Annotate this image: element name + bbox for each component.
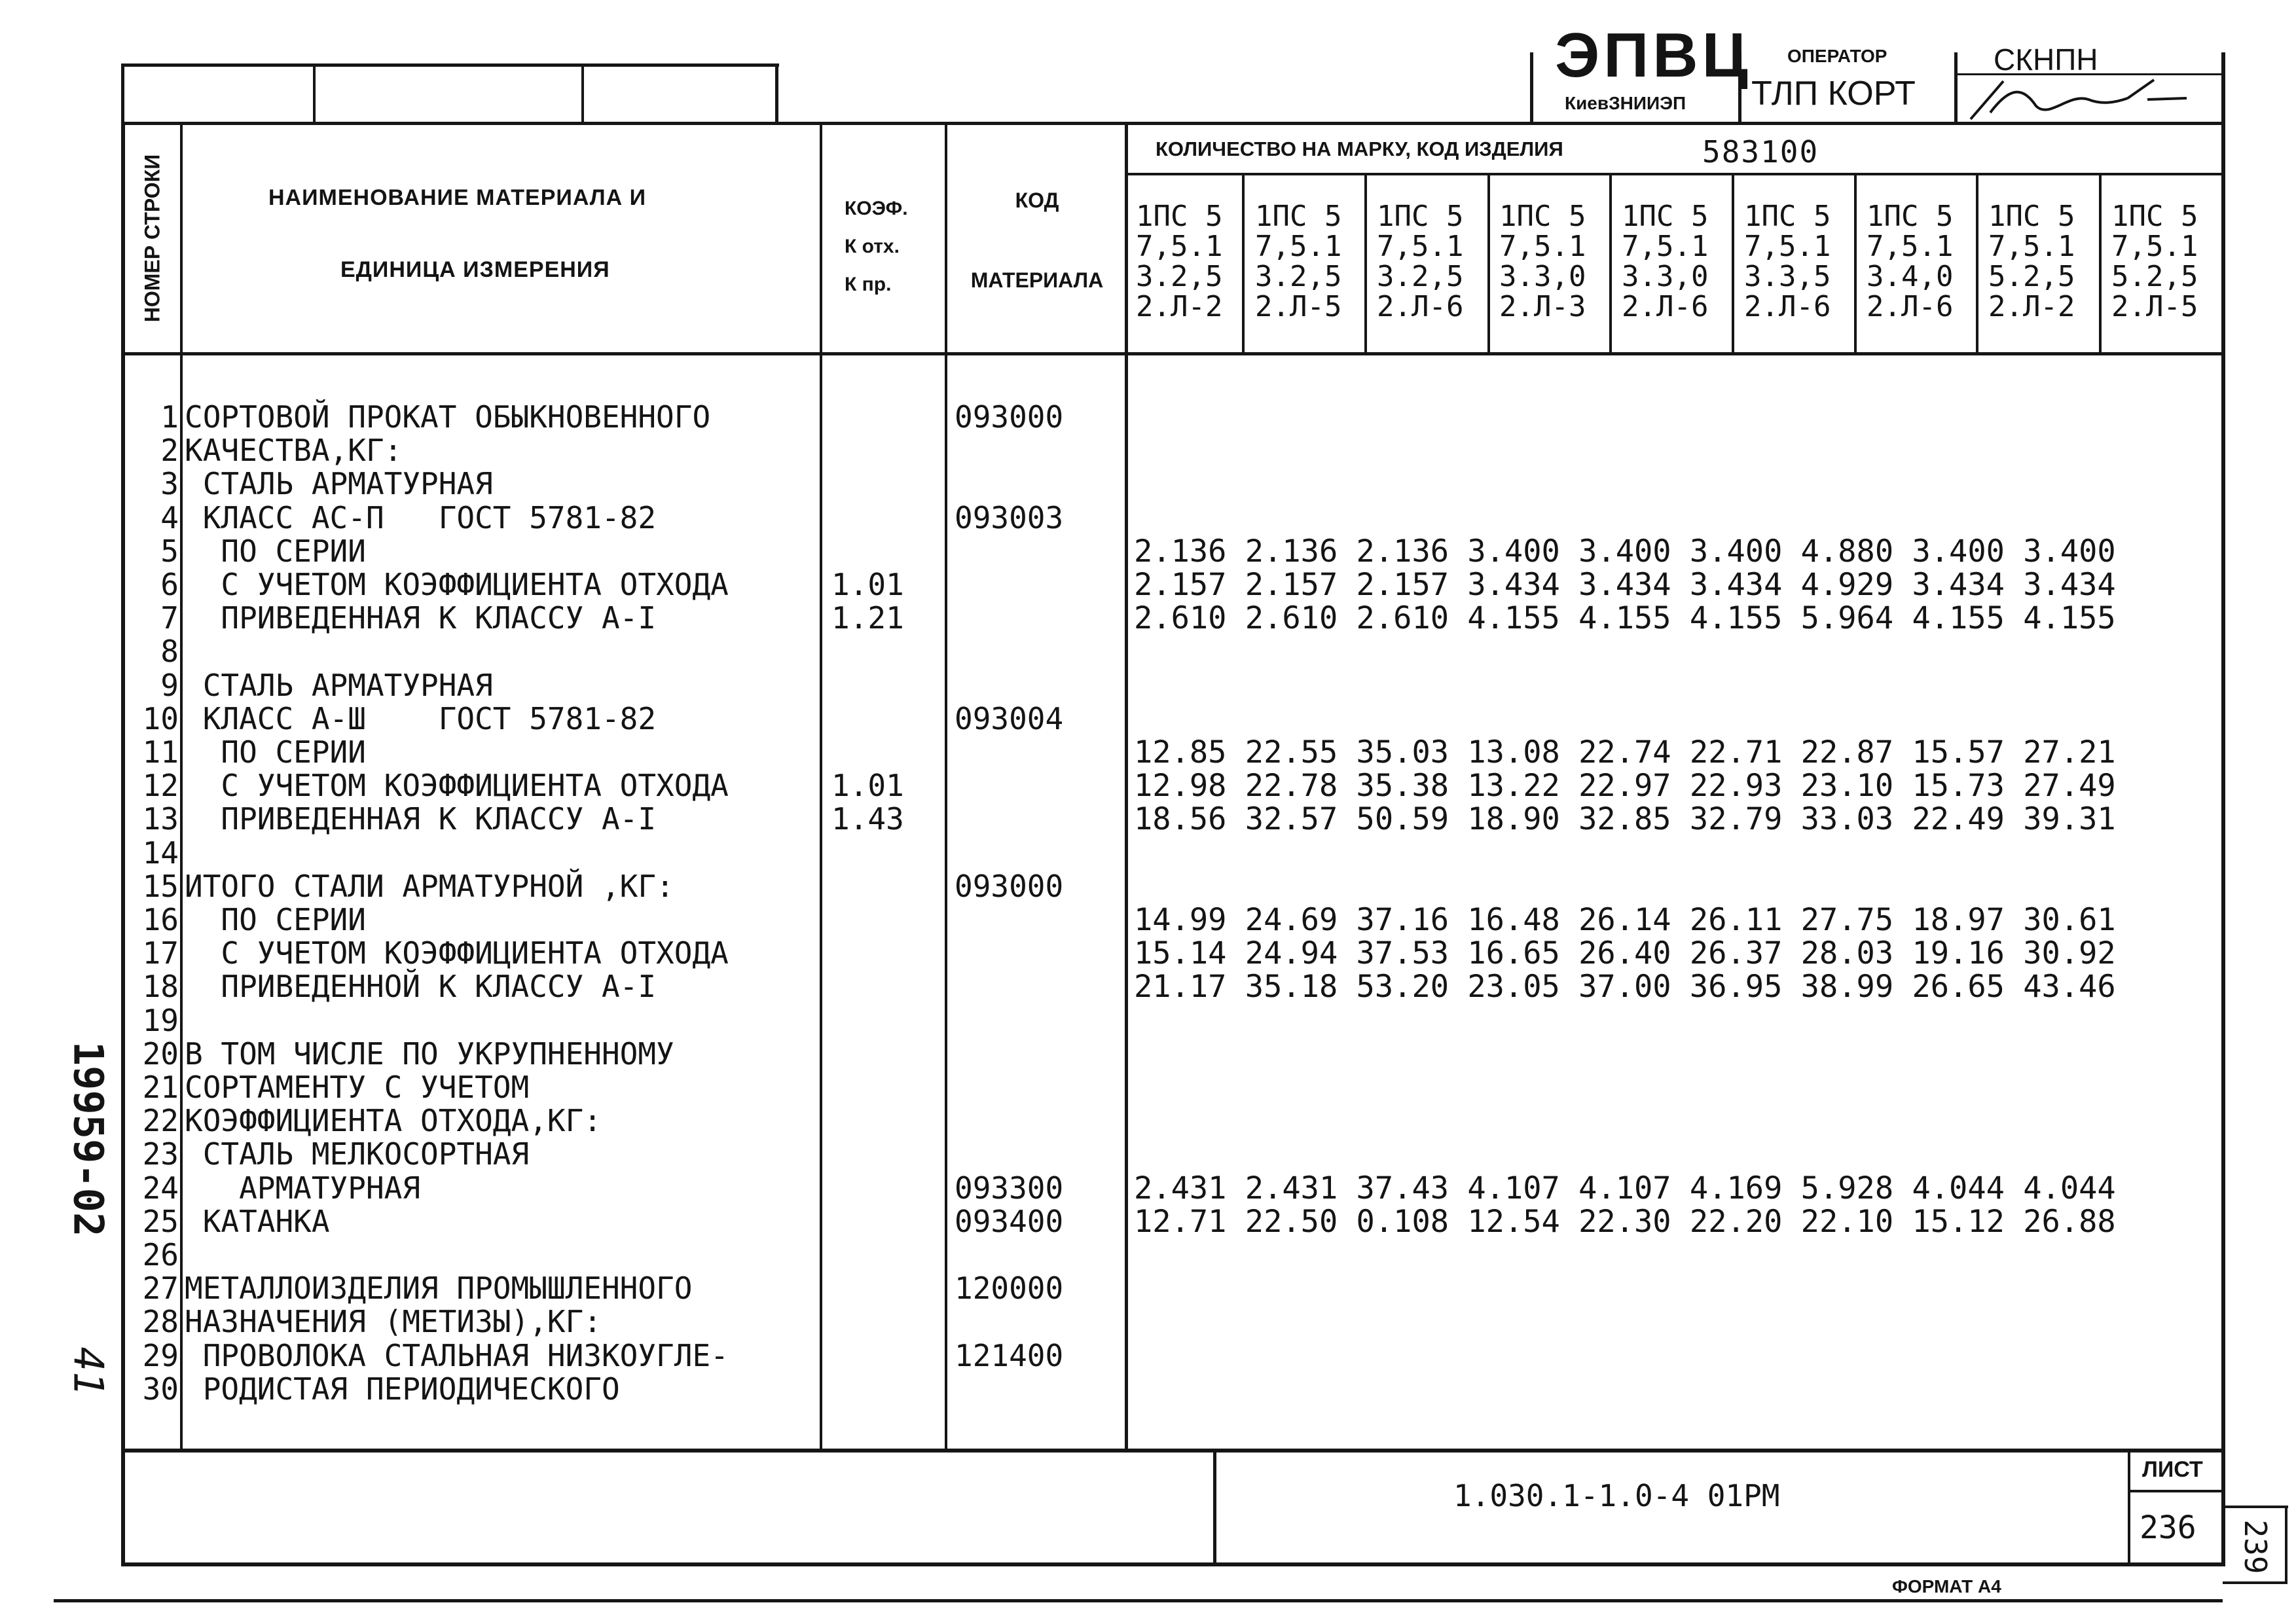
column-header-line: 1ПС 5 [1744,200,1831,233]
row-values: 21.17 35.18 53.20 23.05 37.00 36.95 38.99 26.65 43.46 [1134,969,2116,1005]
row-values: 15.14 24.94 37.53 16.65 26.40 26.37 28.03 19.16 30.92 [1134,935,2116,971]
column-header-9 [2111,202,2198,322]
row-values: 2.431 2.431 37.43 4.107 4.107 4.169 5.928 4.044 4.044 [1134,1170,2116,1206]
row-text: МЕТАЛЛОИЗДЕЛИЯ ПРОМЫШЛЕННОГО [185,1271,693,1306]
column-header-4 [1499,202,1586,322]
row-number: 30 [142,1371,179,1407]
column-header-6 [1744,202,1831,322]
row-text: ПРОВОЛОКА СТАЛЬНАЯ НИЗКОУГЛЕ- [185,1338,729,1373]
row-text: КОЭФФИЦИЕНТА ОТХОДА,КГ: [185,1103,602,1138]
row-coefficient: 1.21 [831,600,904,636]
row-text: В ТОМ ЧИСЛЕ ПО УКРУПНЕННОМУ [185,1036,674,1072]
signature-mark [1964,73,2219,126]
row-coefficient: 1.01 [831,567,904,602]
row-text: СТАЛЬ АРМАТУРНАЯ [185,466,493,501]
sheet-number: 236 [2140,1509,2196,1546]
column-header-line: 7,5.1 [1136,230,1223,263]
row-number: 29 [142,1338,179,1373]
row-text: ПО СЕРИИ [185,734,366,770]
column-header-line: 1ПС 5 [1867,200,1954,233]
row-text: СОРТОВОЙ ПРОКАТ ОБЫКНОВЕННОГО [185,399,711,435]
column-header-line: 7,5.1 [1499,230,1586,263]
row-text: С УЧЕТОМ КОЭФФИЦИЕНТА ОТХОДА [185,768,729,803]
row-number: 20 [142,1036,179,1072]
row-text: КЛАСС АС-П ГОСТ 5781-82 [185,500,657,535]
row-values: 12.85 22.55 35.03 13.08 22.74 22.71 22.87 15.57 27.21 [1134,734,2116,770]
row-material-code: 093000 [955,869,1064,904]
column-header-line: 1ПС 5 [1255,200,1342,233]
column-header-line: 2.Л-3 [1499,290,1586,323]
column-header-line: 2.Л-2 [1988,290,2075,323]
column-header-line: 1ПС 5 [1499,200,1586,233]
inventory-number: 19959-02 [64,1041,113,1237]
column-header-1 [1136,202,1222,322]
column-header-line: 7,5.1 [2111,230,2198,263]
row-number-header: НОМЕР СТРОКИ [140,154,164,323]
name-header-line2: ЕДИНИЦА ИЗМЕРЕНИЯ [340,257,610,282]
row-text: КАЧЕСТВА,КГ: [185,433,403,468]
row-text: АРМАТУРНАЯ [185,1170,421,1206]
column-header-8 [1988,202,2075,322]
column-header-line: 3.3,0 [1622,260,1709,293]
column-header-line: 7,5.1 [1744,230,1831,263]
column-header-2 [1255,202,1341,322]
column-header-line: 7,5.1 [1988,230,2075,263]
column-header-line: 2.Л-2 [1136,290,1223,323]
column-header-line: 3.3,5 [1744,260,1831,293]
org-title: ЭПВЦ [1555,20,1752,90]
row-text: РОДИСТАЯ ПЕРИОДИЧЕСКОГО [185,1371,620,1407]
row-text: С УЧЕТОМ КОЭФФИЦИЕНТА ОТХОДА [185,567,729,602]
row-values: 18.56 32.57 50.59 18.90 32.85 32.79 33.03 22.49 39.31 [1134,801,2116,837]
row-number: 17 [142,935,179,971]
row-values: 14.99 24.69 37.16 16.48 26.14 26.11 27.75 18.97 30.61 [1134,902,2116,938]
sheet-label: ЛИСТ [2142,1457,2203,1482]
format-label: ФОРМАТ А4 [1892,1576,2001,1597]
row-coefficient: 1.43 [831,801,904,837]
row-number: 11 [142,734,179,770]
document-code: 1.030.1-1.0-4 01РМ [1453,1478,1780,1513]
row-number: 18 [142,969,179,1004]
row-material-code: 093004 [955,701,1064,736]
checker-label: СКНПН [1994,43,2098,77]
org-subtitle: КиевЗНИИЭП [1565,93,1686,113]
column-header-line: 7,5.1 [1377,230,1464,263]
column-header-line: 5.2,5 [2111,260,2198,293]
column-header-line: 3.2,5 [1136,260,1223,293]
row-values: 2.136 2.136 2.136 3.400 3.400 3.400 4.880 3.400 3.400 [1134,533,2116,569]
row-number: 8 [160,634,179,669]
row-number: 1 [160,399,179,435]
row-number: 23 [142,1136,179,1172]
row-number: 10 [142,701,179,736]
row-values: 12.71 22.50 0.108 12.54 22.30 22.20 22.10 15.12 26.88 [1134,1204,2116,1240]
column-header-line: 2.Л-6 [1744,290,1831,323]
row-text: С УЧЕТОМ КОЭФФИЦИЕНТА ОТХОДА [185,935,729,971]
row-text: НАЗНАЧЕНИЯ (МЕТИЗЫ),КГ: [185,1304,602,1339]
column-header-line: 7,5.1 [1622,230,1709,263]
row-number: 14 [142,835,179,871]
row-number: 27 [142,1271,179,1306]
row-number: 3 [160,466,179,501]
quantity-header: КОЛИЧЕСТВО НА МАРКУ, КОД ИЗДЕЛИЯ [1156,137,1563,160]
row-material-code: 093400 [955,1204,1064,1239]
row-material-code: 093300 [955,1170,1064,1206]
column-header-line: 7,5.1 [1255,230,1342,263]
column-header-line: 1ПС 5 [1136,200,1223,233]
row-material-code: 120000 [955,1271,1064,1306]
row-number: 13 [142,801,179,837]
coef-header-line1: КОЭФ. [845,198,908,219]
column-header-line: 7,5.1 [1867,230,1954,263]
row-number: 25 [142,1204,179,1239]
code-header-line1: КОД [1015,189,1059,212]
column-header-line: 1ПС 5 [1377,200,1464,233]
row-number: 19 [142,1003,179,1038]
row-number: 12 [142,768,179,803]
column-header-line: 2.Л-6 [1622,290,1709,323]
row-text: СТАЛЬ МЕЛКОСОРТНАЯ [185,1136,530,1172]
column-header-7 [1867,202,1953,322]
row-number: 21 [142,1070,179,1105]
column-header-line: 1ПС 5 [1622,200,1709,233]
product-code: 583100 [1702,134,1819,170]
column-header-line: 1ПС 5 [2111,200,2198,233]
row-number: 24 [142,1170,179,1206]
column-header-line: 1ПС 5 [1988,200,2075,233]
row-values: 12.98 22.78 35.38 13.22 22.97 22.93 23.10 15.73 27.49 [1134,768,2116,804]
row-text: ПРИВЕДЕННАЯ К КЛАССУ А-I [185,600,657,636]
operator-label: ОПЕРАТОР [1787,46,1887,66]
column-header-line: 3.4,0 [1867,260,1954,293]
row-text: КЛАСС А-Ш ГОСТ 5781-82 [185,701,657,736]
row-text: ПО СЕРИИ [185,533,366,569]
row-text: СТАЛЬ АРМАТУРНАЯ [185,668,493,703]
coef-header-line3: К пр. [845,274,892,295]
column-header-line: 3.3,0 [1499,260,1586,293]
row-number: 5 [160,533,179,569]
row-material-code: 093000 [955,399,1064,435]
row-values: 2.610 2.610 2.610 4.155 4.155 4.155 5.964 4.155 4.155 [1134,600,2116,636]
row-coefficient: 1.01 [831,768,904,803]
column-header-line: 3.2,5 [1255,260,1342,293]
column-header-line: 2.Л-5 [1255,290,1342,323]
row-number: 26 [142,1237,179,1272]
column-header-5 [1622,202,1708,322]
page-number: 239 [2238,1519,2273,1574]
row-number: 4 [160,500,179,535]
row-material-code: 093003 [955,500,1064,535]
coef-header-line2: К отх. [845,236,900,257]
column-header-line: 5.2,5 [1988,260,2075,293]
row-text: СОРТАМЕНТУ С УЧЕТОМ [185,1070,530,1105]
row-text: ПРИВЕДЕННАЯ К КЛАССУ А-I [185,801,657,837]
column-header-line: 2.Л-6 [1377,290,1464,323]
row-text: КАТАНКА [185,1204,330,1239]
row-number: 28 [142,1304,179,1339]
coef-header [845,190,908,304]
row-number: 15 [142,869,179,904]
operator-value: ТЛП КОРТ [1751,75,1916,113]
row-text: ПРИВЕДЕННОЙ К КЛАССУ А-I [185,969,657,1004]
code-header [949,189,1125,293]
column-header-line: 2.Л-5 [2111,290,2198,323]
handwritten-number: 41 [64,1346,113,1396]
column-header-line: 2.Л-6 [1867,290,1954,323]
row-number: 16 [142,902,179,937]
row-number: 2 [160,433,179,468]
row-number: 9 [160,668,179,703]
row-text: ПО СЕРИИ [185,902,366,937]
column-header-line: 3.2,5 [1377,260,1464,293]
code-header-line2: МАТЕРИАЛА [970,268,1104,292]
name-header-line1: НАИМЕНОВАНИЕ МАТЕРИАЛА И [268,185,647,210]
row-number: 6 [160,567,179,602]
row-material-code: 121400 [955,1338,1064,1373]
column-header-3 [1377,202,1463,322]
row-number: 22 [142,1103,179,1138]
row-number: 7 [160,600,179,636]
row-values: 2.157 2.157 2.157 3.434 3.434 3.434 4.929 3.434 3.434 [1134,567,2116,603]
row-text: ИТОГО СТАЛИ АРМАТУРНОЙ ,КГ: [185,869,674,904]
